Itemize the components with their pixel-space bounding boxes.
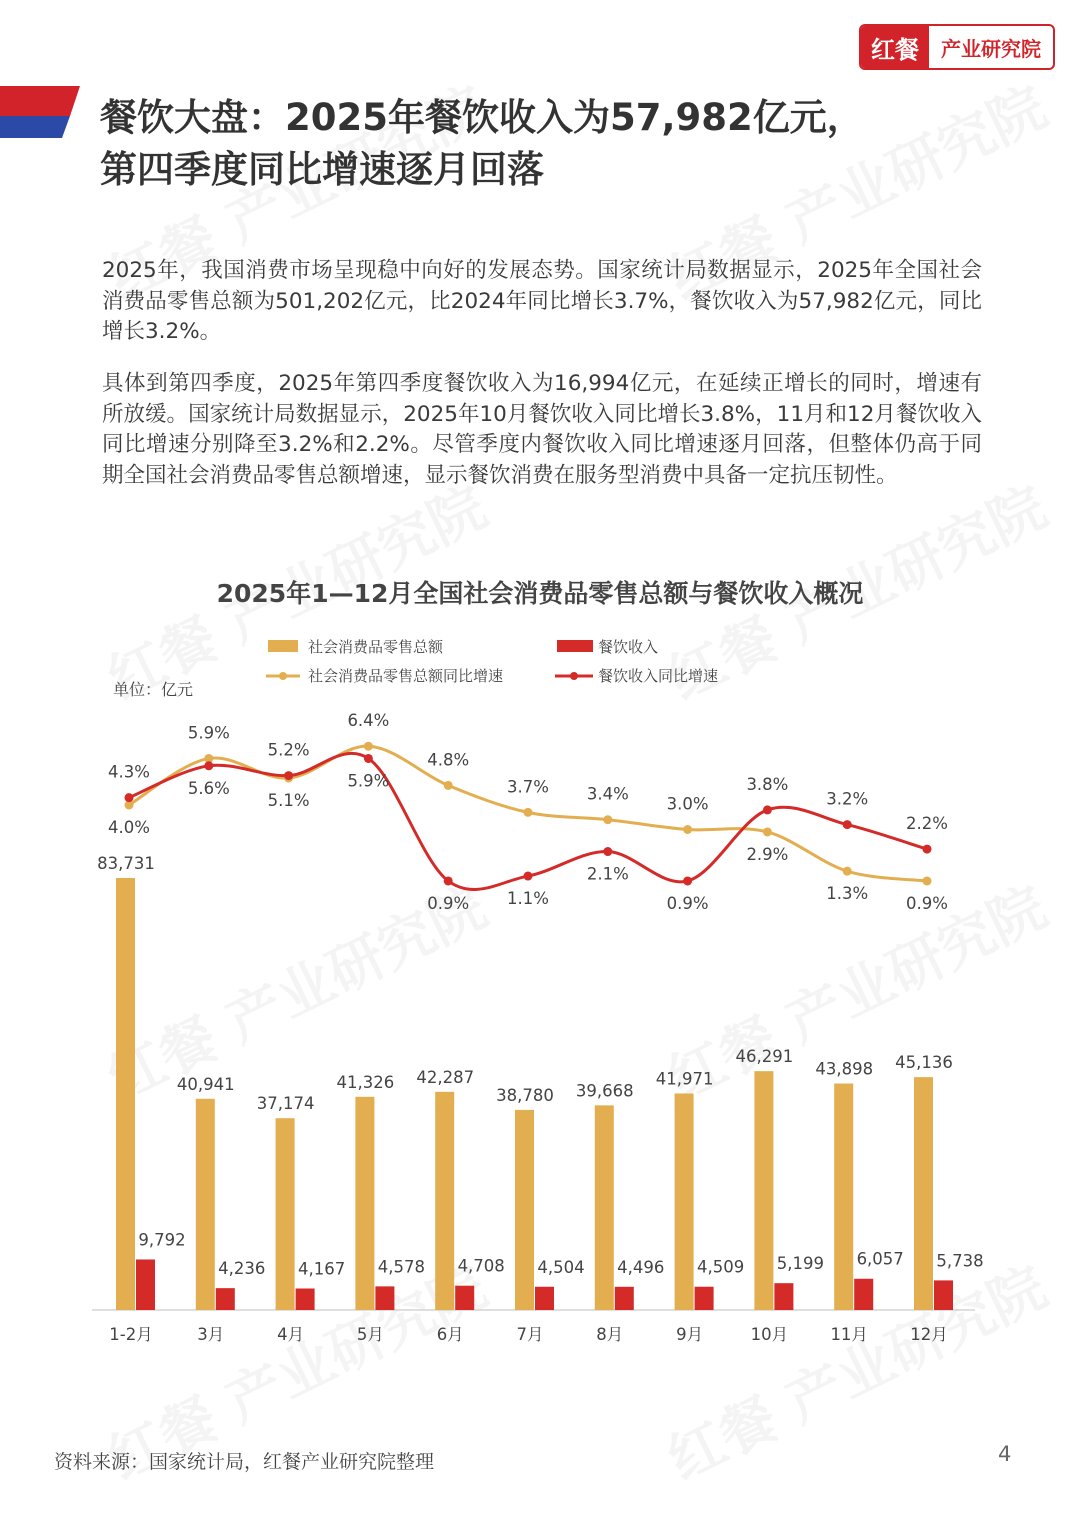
point-retail-growth: [923, 876, 932, 885]
bar-retail: [754, 1071, 773, 1310]
x-tick-label: 11月: [830, 1325, 868, 1344]
data-label-retail-growth: 3.4%: [586, 784, 629, 804]
data-label-retail-growth: 1.3%: [826, 884, 869, 904]
data-label-retail-growth: 2.9%: [746, 844, 789, 864]
data-label-catering-growth: 3.8%: [746, 774, 789, 794]
point-retail-growth: [763, 827, 772, 836]
data-label-catering-growth: 5.9%: [347, 771, 390, 791]
bar-catering: [695, 1287, 714, 1310]
point-catering-growth: [204, 761, 213, 770]
point-catering-growth: [603, 847, 612, 856]
x-tick-label: 5月: [356, 1325, 384, 1344]
data-label-retail-growth: 4.0%: [108, 818, 150, 837]
data-label-catering-growth: 3.2%: [826, 789, 869, 809]
x-tick-label: 6月: [436, 1325, 464, 1344]
bar-retail: [515, 1110, 534, 1310]
bar-retail: [355, 1097, 374, 1310]
bar-label-retail: 41,326: [336, 1072, 395, 1092]
point-catering-growth: [763, 805, 772, 814]
bar-retail: [675, 1093, 694, 1310]
bar-catering: [535, 1287, 554, 1310]
page-title-line-2: 第四季度同比增速逐月回落: [100, 148, 544, 191]
point-catering-growth: [125, 793, 134, 802]
bar-label-catering: 4,496: [617, 1257, 665, 1277]
bar-catering: [375, 1286, 394, 1310]
x-tick-label: 8月: [596, 1325, 624, 1344]
bar-label-catering: 4,236: [218, 1259, 266, 1279]
x-tick-label: 7月: [516, 1325, 544, 1344]
x-tick-label: 4月: [277, 1325, 305, 1344]
point-catering-growth: [284, 771, 293, 780]
data-label-catering-growth: 5.6%: [187, 778, 230, 798]
legend-label-retail-growth: 社会消费品零售总额同比增速: [308, 667, 504, 685]
x-tick-label: 10月: [750, 1325, 789, 1344]
bar-catering: [455, 1286, 474, 1310]
data-label-retail-growth: 3.0%: [666, 794, 709, 814]
bar-label-retail: 45,136: [895, 1053, 953, 1073]
data-label-catering-growth: 4.3%: [108, 762, 150, 782]
legend-marker-retail-growth: [279, 672, 287, 680]
q4-paragraph: 具体到第四季度，2025年第四季度餐饮收入为16,994亿元，在延续正增长的同时，增速有所放缓。国家统计局数据显示，2025年10月餐饮收入同比增长3.8%，11月和12月餐饮收入同比增速分别降至3.2%和2.2%。尽管季度内餐饮收入同比增速逐月回落，但整体仍高于同期全国社会消费品零售总额增速，显示餐饮消费在服务型消费中具备一定抗压韧性。: [102, 371, 982, 488]
point-retail-growth: [524, 808, 533, 817]
data-label-catering-growth: 5.2%: [267, 740, 310, 760]
data-label-retail-growth: 5.1%: [267, 791, 310, 811]
x-tick-label: 9月: [676, 1325, 704, 1344]
intro-paragraph: 2025年，我国消费市场呈现稳中向好的发展态势。国家统计局数据显示，2025年全国社会消费品零售总额为501,202亿元，比2024年同比增长3.7%，餐饮收入为57,982亿元，同比增长3.2%。: [102, 258, 982, 344]
point-catering-growth: [683, 876, 692, 885]
data-label-catering-growth: 2.1%: [586, 864, 629, 884]
bar-catering: [136, 1259, 155, 1310]
bar-catering: [934, 1280, 953, 1310]
page-number: 4: [998, 1442, 1012, 1466]
legend-label-retail: 社会消费品零售总额: [308, 638, 444, 656]
x-tick-label: 1-2月: [109, 1325, 153, 1344]
legend-marker-catering-growth: [570, 672, 578, 680]
bar-retail: [116, 878, 135, 1310]
bar-label-retail: 39,668: [575, 1081, 634, 1101]
data-label-catering-growth: 0.9%: [666, 893, 709, 913]
data-label-retail-growth: 3.7%: [507, 777, 549, 797]
point-retail-growth: [603, 815, 612, 824]
point-retail-growth: [683, 825, 692, 834]
bar-label-retail: 43,898: [815, 1059, 874, 1079]
bar-label-catering: 4,578: [377, 1257, 426, 1277]
bar-label-catering: 5,199: [776, 1254, 825, 1274]
unit-label: 单位：亿元: [113, 680, 194, 699]
x-tick-label: 12月: [910, 1325, 948, 1344]
legend-label-catering: 餐饮收入: [598, 638, 659, 656]
bar-retail: [595, 1105, 614, 1310]
point-catering-growth: [444, 876, 453, 885]
data-label-catering-growth: 1.1%: [507, 889, 549, 909]
data-label-catering-growth: 2.2%: [906, 814, 948, 834]
legend-swatch-catering: [557, 640, 593, 652]
bar-retail: [196, 1099, 215, 1310]
bar-label-retail: 46,291: [735, 1047, 794, 1067]
bar-retail: [834, 1084, 853, 1310]
source-note: 资料来源：国家统计局，红餐产业研究院整理: [54, 1451, 435, 1473]
point-retail-growth: [364, 742, 373, 751]
legend-swatch-retail: [268, 640, 298, 652]
bar-retail: [914, 1077, 933, 1310]
data-label-retail-growth: 4.8%: [427, 750, 470, 770]
bar-catering: [854, 1279, 873, 1310]
x-tick-label: 3月: [197, 1325, 225, 1344]
bar-catering: [216, 1288, 235, 1310]
bar-label-catering: 4,167: [297, 1259, 346, 1279]
bar-label-retail: 41,971: [655, 1069, 714, 1089]
data-label-catering-growth: 0.9%: [427, 893, 470, 913]
chart-title: 2025年1—12月全国社会消费品零售总额与餐饮收入概况: [216, 579, 864, 608]
bar-label-catering: 5,738: [936, 1251, 984, 1271]
point-retail-growth: [444, 781, 453, 790]
point-catering-growth: [843, 820, 852, 829]
bar-catering: [774, 1283, 793, 1310]
point-catering-growth: [524, 872, 533, 881]
data-label-retail-growth: 6.4%: [347, 711, 390, 731]
brand-mark: 红餐: [861, 26, 929, 68]
line-catering-growth: [129, 753, 927, 889]
bar-label-retail: 40,941: [176, 1074, 235, 1094]
data-label-retail-growth: 5.9%: [187, 723, 230, 743]
bar-retail: [276, 1118, 295, 1310]
data-label-retail-growth: 0.9%: [906, 893, 948, 913]
point-retail-growth: [843, 867, 852, 876]
bar-label-retail: 38,780: [496, 1085, 554, 1105]
brand-name: 产业研究院: [941, 36, 1041, 61]
bar-label-catering: 6,057: [856, 1249, 904, 1269]
point-catering-growth: [364, 754, 373, 763]
bar-label-catering: 9,792: [138, 1230, 186, 1250]
bar-label-retail: 83,731: [97, 854, 155, 873]
point-catering-growth: [923, 845, 932, 854]
bar-label-catering: 4,708: [457, 1256, 505, 1276]
bar-label-catering: 4,509: [696, 1257, 745, 1277]
bar-label-retail: 42,287: [416, 1067, 475, 1087]
bar-catering: [296, 1289, 315, 1310]
bar-label-retail: 37,174: [256, 1094, 315, 1114]
legend-label-catering-growth: 餐饮收入同比增速: [598, 667, 719, 685]
bar-catering: [615, 1287, 634, 1310]
bar-label-catering: 4,504: [537, 1257, 585, 1277]
page-title-line-1: 餐饮大盘：2025年餐饮收入为57,982亿元，: [100, 96, 864, 139]
bar-retail: [435, 1092, 454, 1310]
